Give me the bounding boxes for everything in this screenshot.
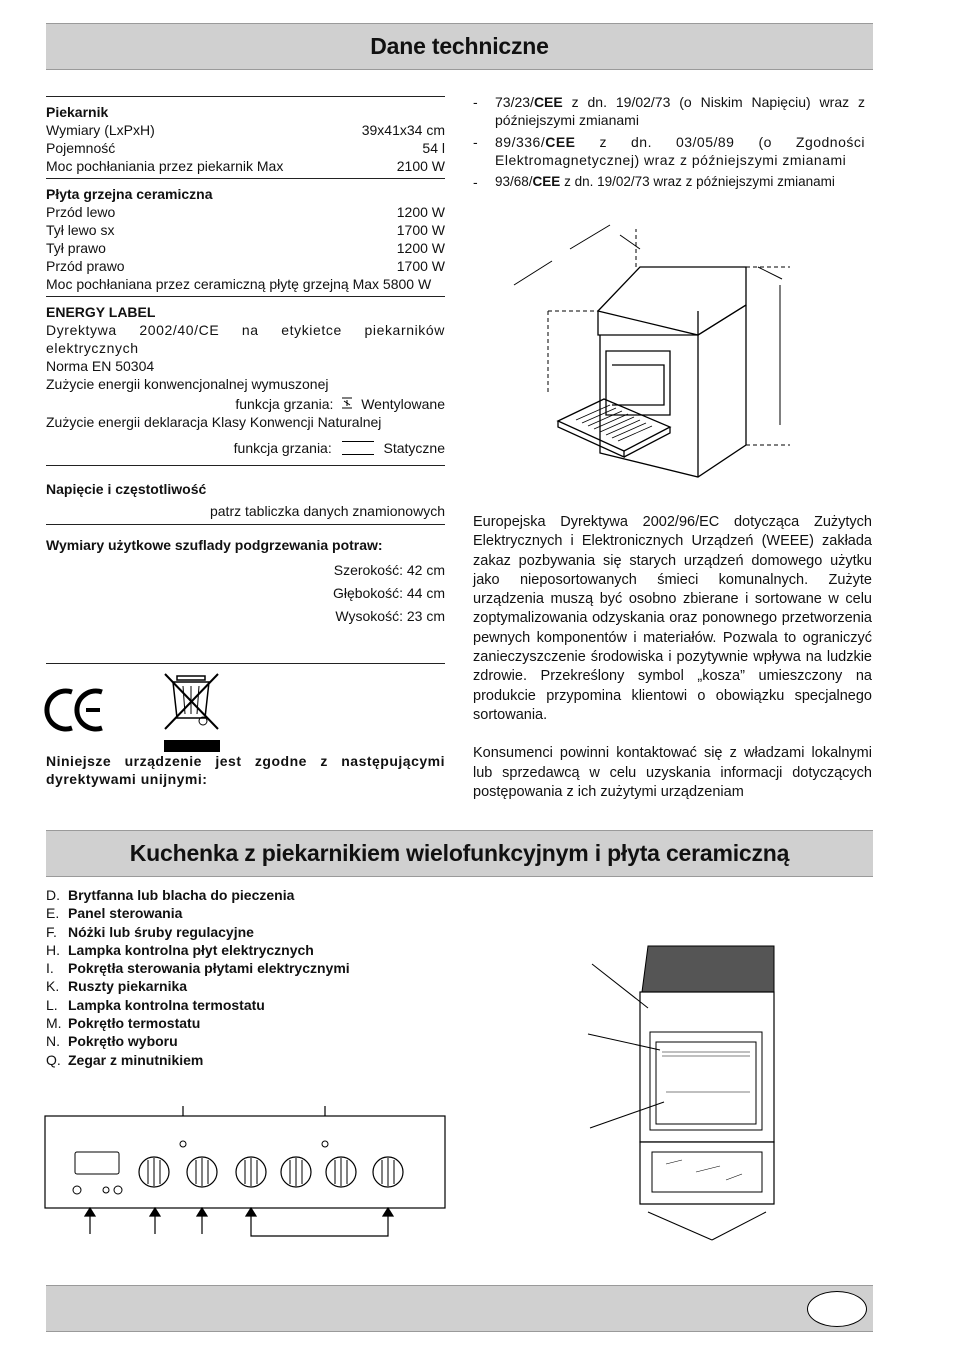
spec-row: Przód prawo 1700 W — [46, 258, 445, 274]
directive-item: - 89/336/CEE z dn. 03/05/89 (o Zgodności Elektromagnetycznej) wraz z późniejszymi zmianami — [473, 134, 865, 168]
part-item: L. Lampka kontrolna termostatu — [46, 996, 265, 1013]
spec-row: Moc pochłaniania przez piekarnik Max 2100 W — [46, 158, 445, 174]
directive-list — [473, 93, 865, 195]
static-heat-icon — [342, 441, 374, 455]
part-item: K. Ruszty piekarnika — [46, 978, 188, 995]
spec-row: Tył lewo sx 1700 W — [46, 222, 445, 238]
crossed-bin-icon — [163, 672, 221, 754]
energy-heading: ENERGY LABEL — [46, 304, 156, 320]
compliance-statement: Niniejsze urządzenie jest zgodne z następującymi dyrektywami unijnymi: — [46, 753, 445, 787]
spec-row: Przód lewo 1200 W — [46, 204, 445, 220]
section-header-oven — [46, 830, 873, 877]
fan-icon — [340, 396, 354, 408]
part-item: Q. Zegar z minutnikiem — [46, 1051, 204, 1068]
section-title-tech: Dane techniczne — [370, 33, 549, 59]
part-item: F. Nóżki lub śruby regulacyjne — [46, 923, 254, 940]
part-item: N. Pokrętło wyboru — [46, 1033, 178, 1050]
control-panel-illustration — [44, 1104, 448, 1240]
section-title-oven: Kuchenka z piekarnikiem wielofunkcyjnym i płyta ceramiczną — [129, 840, 790, 866]
part-item: E. Panel sterowania — [46, 905, 183, 922]
hob-total: Moc pochłaniana przez ceramiczną płytę grzejną Max 5800 W — [46, 276, 432, 292]
part-item: I. Pokrętła sterowania płytami elektrycznymi — [46, 960, 350, 977]
drawer-dimensions: Wymiary użytkowe szuflady podgrzewania potraw: Szerokość: 42 cm Głębokość: 44 cm Wysokość: 23 cm — [46, 524, 445, 628]
parts-list — [46, 886, 466, 1069]
ce-mark-icon — [44, 686, 108, 734]
directive-item: - 93/68/CEE z dn. 19/02/73 wraz z późniejszymi zmianami — [473, 174, 835, 190]
tech-specs — [46, 96, 445, 628]
spec-row: Wymiary (LxPxH) 39x41x34 cm — [46, 122, 445, 138]
part-item: D. Brytfanna lub blacha do pieczenia — [46, 887, 295, 903]
spec-row: Pojemność 54 l — [46, 140, 445, 156]
hob-specs — [46, 178, 445, 293]
part-item: M. Pokrętło termostatu — [46, 1015, 201, 1032]
weee-info: Europejska Dyrektywa 2002/96/EC dotycząca Zużytych Elektrycznych i Elektronicznych Urządzeń (WEEE) zakłada zakaz pozbywania się starych urządzeń domowego użytku jako nieposortowanych śmieci komunalnych. Zużyte urządzenia muszą być osobno zbierane i sortowane w celu zoptymalizowania odzyskania oraz ponownego przetworzenia pewnych komponentów i materiałów. Pozwala to ograniczyć zanieczyszczenie środowiska i pozytywnie wpływa na ludzkie zdrowie. Przekreślony symbol „kosza” umieszczony na produkcie przypomina klientowi o obowiązku specjalnego sortowania. Konsumenci powinni kontaktować się z władzami lokalnymi lub sprzedawcą w celu uzyskania informacji dotyczących postępowania z ich zużytymi urządzeniam — [473, 514, 872, 800]
language-badge — [807, 1291, 867, 1327]
hob-heading: Płyta grzejna ceramiczna — [46, 186, 213, 202]
section-header-tech — [46, 23, 873, 70]
open-oven-illustration — [586, 942, 786, 1244]
divider — [46, 663, 445, 664]
oven-heading: Piekarnik — [46, 104, 109, 120]
energy-label: ENERGY LABEL Dyrektywa 2002/40/CE na etykietce piekarników elektrycznych Norma EN 50304 Zużycie energii konwencjonalnej wymuszonej funkcja grzania: Wentylowane Zużycie energii deklaracja Klasy Konwencji Naturalnej funkcja grzania: Statyczne — [46, 296, 445, 457]
spec-row: Tył prawo 1200 W — [46, 240, 445, 256]
footer-band — [46, 1285, 873, 1332]
cooker-dimensions-illustration — [500, 215, 800, 490]
directive-item: - 73/23/CEE z dn. 19/02/73 (o Niskim Napięciu) wraz z późniejszymi zmianami — [473, 94, 865, 128]
part-item: H. Lampka kontrolna płyt elektrycznych — [46, 941, 314, 958]
oven-specs — [46, 96, 445, 175]
voltage: Napięcie i częstotliwość patrz tabliczka danych znamionowych — [46, 465, 445, 520]
